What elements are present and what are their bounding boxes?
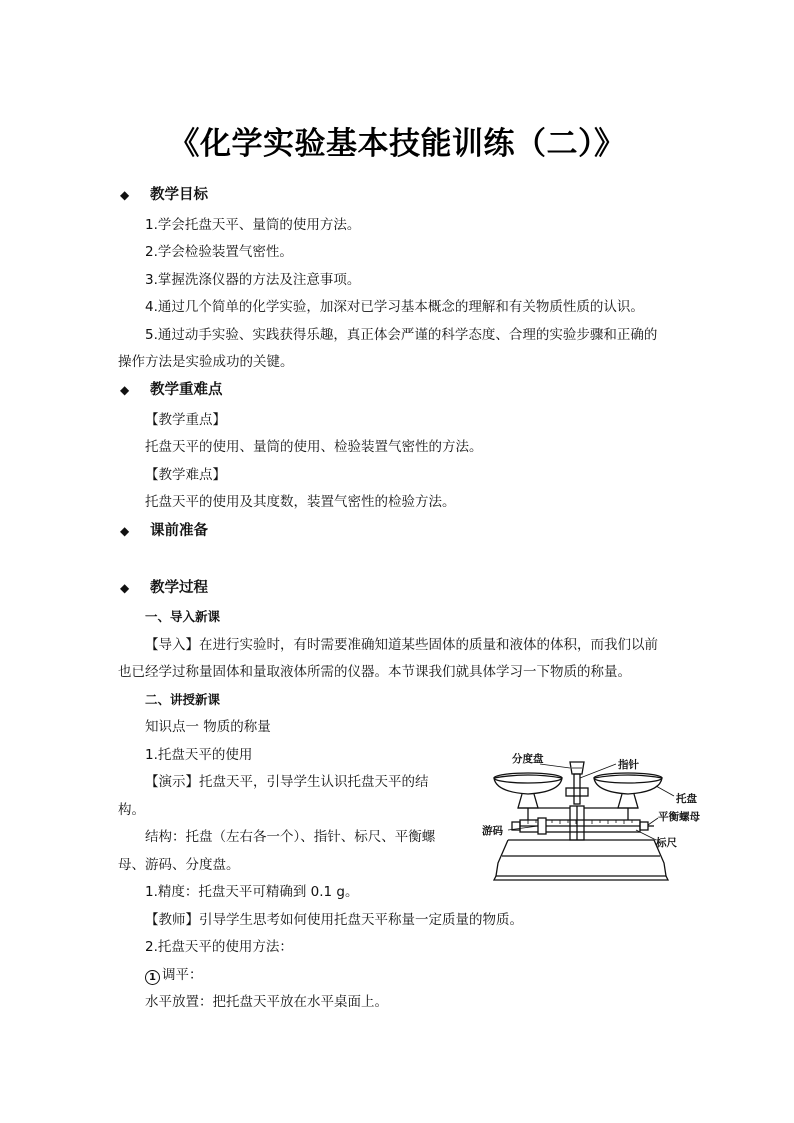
diamond-bullet-icon: ◆ — [120, 383, 130, 397]
goal-item-2: 2.学会检验装置气密性。 — [145, 244, 293, 260]
goal-item-4: 4.通过几个简单的化学实验，加深对已学习基本概念的理解和有关物质性质的认识。 — [145, 299, 644, 315]
section-title: 教学重难点 — [150, 382, 223, 398]
label-rider: 游码 — [482, 825, 503, 837]
item-balance-use: 1.托盘天平的使用 — [145, 747, 253, 763]
subheading-lecture: 二、讲授新课 — [145, 692, 221, 707]
rider — [538, 818, 546, 834]
structure-text-line1: 结构：托盘（左右各一个）、指针、标尺、平衡螺 — [145, 829, 436, 845]
teacher-text: 【教师】引导学生思考如何使用托盘天平称量一定质量的物质。 — [145, 912, 523, 928]
step1-heading — [145, 965, 203, 985]
structure-text-line2: 母、游码、分度盘。 — [118, 857, 240, 873]
label-pointer: 指针 — [618, 759, 639, 771]
diamond-bullet-icon: ◆ — [120, 581, 130, 595]
tray-left — [494, 775, 562, 794]
section-title: 教学过程 — [150, 580, 208, 596]
intro-text-line1: 【导入】在进行实验时，有时需要准确知道某些固体的质量和液体的体积，而我们以前 — [145, 637, 658, 653]
knowledge-point: 知识点一 物质的称量 — [145, 719, 271, 735]
usage-heading: 2.托盘天平的使用方法： — [145, 939, 293, 955]
label-dial: 分度盘 — [512, 753, 544, 765]
label-nut: 平衡螺母 — [658, 811, 700, 823]
diamond-bullet-icon: ◆ — [120, 524, 130, 538]
balance-diagram — [478, 748, 710, 886]
focus-text: 托盘天平的使用、量筒的使用、检验装置气密性的方法。 — [145, 439, 483, 455]
section-heading-goals — [120, 185, 208, 205]
diamond-bullet-icon: ◆ — [120, 188, 130, 202]
demo-text-line2: 构。 — [118, 802, 145, 818]
page-title: 《化学实验基本技能训练（二）》 — [168, 126, 626, 162]
section-heading-key-points — [120, 380, 223, 400]
circled-number-one: 1 — [145, 970, 160, 985]
step1-label: 调平： — [162, 967, 203, 983]
balance-base — [496, 840, 666, 876]
level-text: 水平放置：把托盘天平放在水平桌面上。 — [145, 994, 388, 1010]
goal-item-5-continued: 操作方法是实验成功的关键。 — [118, 354, 294, 370]
difficulty-label: 【教学难点】 — [145, 467, 226, 483]
section-title: 教学目标 — [150, 187, 208, 203]
section-title: 课前准备 — [150, 523, 208, 539]
label-scale: 标尺 — [656, 837, 677, 849]
goal-item-5: 5.通过动手实验、实践获得乐趣，真正体会严谨的科学态度、合理的实验步骤和正确的 — [145, 327, 658, 343]
goal-item-1: 1.学会托盘天平、量筒的使用方法。 — [145, 217, 361, 233]
label-tray: 托盘 — [676, 793, 697, 805]
focus-label: 【教学重点】 — [145, 412, 226, 428]
section-heading-prep — [120, 521, 208, 541]
demo-text-line1: 【演示】托盘天平，引导学生认识托盘天平的结 — [145, 774, 429, 790]
goal-item-3: 3.掌握洗涤仪器的方法及注意事项。 — [145, 272, 361, 288]
precision-text: 1.精度：托盘天平可精确到 0.1 g。 — [145, 884, 359, 900]
difficulty-text: 托盘天平的使用及其度数，装置气密性的检验方法。 — [145, 494, 456, 510]
subheading-intro: 一、导入新课 — [145, 609, 221, 624]
section-heading-process — [120, 578, 208, 598]
intro-text-line2: 也已经学过称量固体和量取液体所需的仪器。本节课我们就具体学习一下物质的称量。 — [118, 664, 631, 680]
pointer — [574, 774, 580, 804]
balance-nut-right — [640, 822, 648, 830]
tray-right — [594, 775, 662, 794]
